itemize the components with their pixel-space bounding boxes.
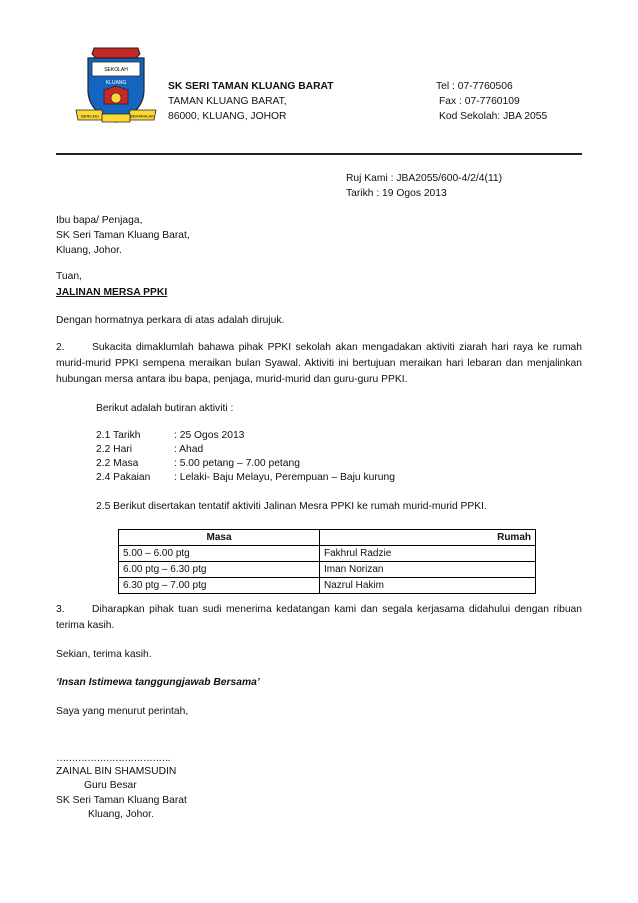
school-address-line1: TAMAN KLUANG BARAT, bbox=[168, 96, 287, 107]
detail-label: 2.1 Tarikh bbox=[96, 430, 141, 441]
detail-label: 2.4 Pakaian bbox=[96, 472, 151, 483]
motto: ‘Insan Istimewa tanggungjawab Bersama’ bbox=[56, 677, 260, 688]
sign-off: Saya yang menurut perintah, bbox=[56, 706, 189, 717]
svg-text:SEKOLAH: SEKOLAH bbox=[104, 67, 128, 73]
closing-line: Sekian, terima kasih. bbox=[56, 649, 152, 660]
table-cell-house: Nazrul Hakim bbox=[320, 578, 536, 594]
table-row bbox=[119, 546, 536, 562]
table-row bbox=[119, 562, 536, 578]
paragraph-text: Sukacita dimaklumlah bahawa pihak PPKI sekolah akan mengadakan aktiviti ziarah hari raya ke rumah murid-murid PPKI sempena meraikan bulan Syawal. Aktiviti ini bertujuan meraikan hari lebaran dan menjalinkan hubungan mersa antara ibu bapa, penjaga, murid-murid dan guru-guru PPKI. bbox=[56, 342, 582, 385]
school-fax: Fax : 07-7760109 bbox=[439, 96, 520, 107]
detail-value: : Ahad bbox=[174, 444, 204, 455]
school-code: Kod Sekolah: JBA 2055 bbox=[439, 111, 548, 122]
table-cell-house: Iman Norizan bbox=[320, 562, 536, 578]
detail-label: 2.2 Hari bbox=[96, 444, 133, 455]
recipient-line: Ibu bapa/ Penjaga, bbox=[56, 215, 143, 226]
schedule-intro: 2.5 Berikut disertakan tentatif aktiviti Jalinan Mesra PPKI ke rumah murid-murid PPKI. bbox=[96, 501, 487, 512]
table-header-row bbox=[119, 530, 536, 546]
paragraph-text: Diharapkan pihak tuan sudi menerima kedatangan kami dan segala kerjasama didahului dengan ribuan terima kasih. bbox=[56, 604, 582, 631]
school-address-line2: 86000, KLUANG, JOHOR bbox=[168, 111, 287, 122]
signer-title: Guru Besar bbox=[84, 780, 137, 791]
reference-number: Ruj Kami : JBA2055/600-4/2/4(11) bbox=[346, 173, 503, 184]
signer-name: ZAINAL BIN SHAMSUDIN bbox=[56, 766, 177, 777]
letter-date: Tarikh : 19 Ogos 2013 bbox=[346, 188, 447, 199]
table-cell-time: 5.00 – 6.00 ptg bbox=[119, 546, 320, 562]
detail-value: : Lelaki- Baju Melayu, Perempuan – Baju kurung bbox=[174, 472, 395, 483]
schedule-table bbox=[118, 529, 536, 594]
signer-place: Kluang, Johor. bbox=[88, 809, 154, 820]
recipient-line: SK Seri Taman Kluang Barat, bbox=[56, 230, 190, 241]
school-name: SK SERI TAMAN KLUANG BARAT bbox=[168, 81, 334, 92]
opening-paragraph: Dengan hormatnya perkara di atas adalah dirujuk. bbox=[56, 315, 285, 326]
column-header-masa: Masa bbox=[119, 530, 320, 546]
paragraph-2 bbox=[56, 340, 582, 388]
svg-text:BERAKHLAK: BERAKHLAK bbox=[129, 113, 155, 119]
detail-value: : 25 Ogos 2013 bbox=[174, 430, 245, 441]
table-cell-house: Fakhrul Radzie bbox=[320, 546, 536, 562]
activity-intro: Berikut adalah butiran aktiviti : bbox=[96, 403, 234, 414]
school-tel: Tel : 07-7760506 bbox=[436, 81, 513, 92]
table-cell-time: 6.00 ptg – 6.30 ptg bbox=[119, 562, 320, 578]
table-row bbox=[119, 578, 536, 594]
paragraph-number: 3. bbox=[56, 604, 65, 615]
detail-label: 2.2 Masa bbox=[96, 458, 139, 469]
svg-text:KLUANG: KLUANG bbox=[105, 80, 127, 86]
paragraph-number: 2. bbox=[56, 342, 65, 353]
school-crest-logo bbox=[74, 40, 158, 130]
letter-subject: JALINAN MERSA PPKI bbox=[56, 287, 168, 298]
letterhead-divider bbox=[56, 153, 582, 155]
paragraph-3 bbox=[56, 602, 582, 634]
recipient-line: Kluang, Johor. bbox=[56, 245, 122, 256]
detail-value: : 5.00 petang – 7.00 petang bbox=[174, 458, 300, 469]
column-header-rumah: Rumah bbox=[320, 530, 536, 546]
table-cell-time: 6.30 ptg – 7.00 ptg bbox=[119, 578, 320, 594]
signer-organization: SK Seri Taman Kluang Barat bbox=[56, 795, 187, 806]
signature-line: ………………………………. bbox=[56, 753, 170, 764]
salutation: Tuan, bbox=[56, 271, 82, 282]
svg-text:BERILMU: BERILMU bbox=[81, 113, 99, 119]
